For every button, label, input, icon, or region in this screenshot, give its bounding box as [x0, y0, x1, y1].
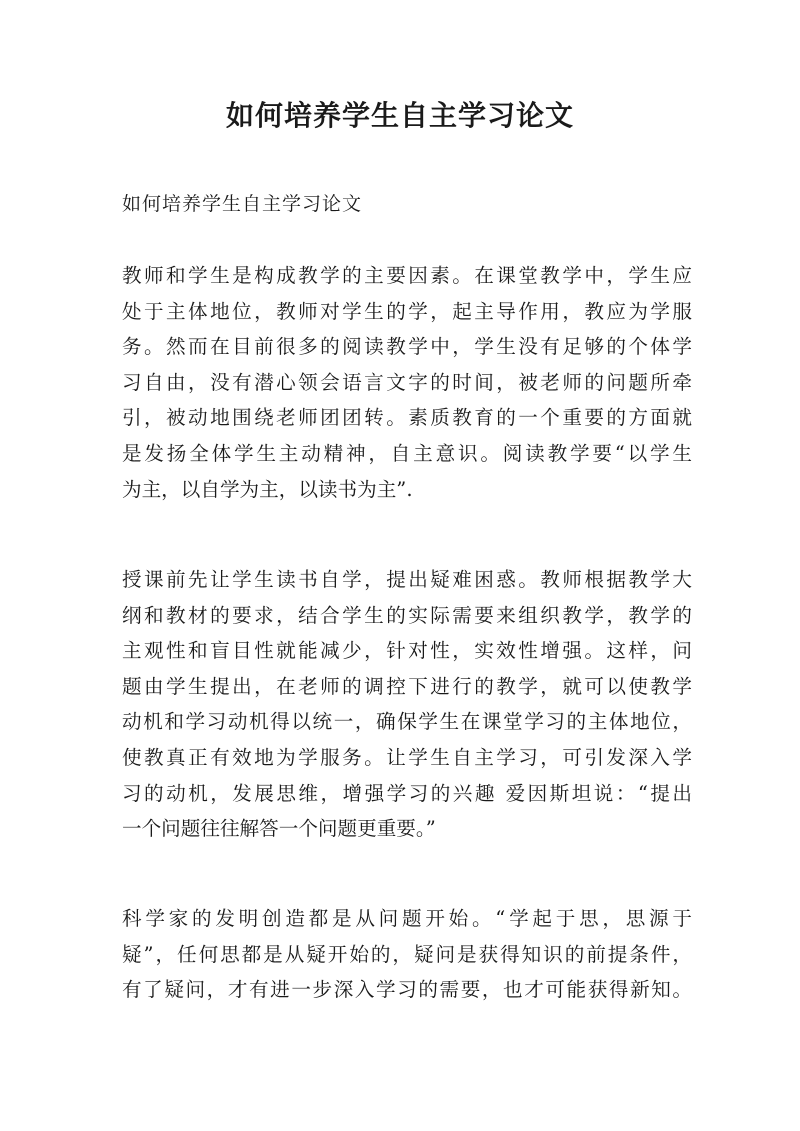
paragraph-line: 一个问题往往解答一个问题更重要。”	[122, 817, 436, 841]
paragraph-line: 科学家的发明创造都是从问题开始。“学起于思，思源于	[122, 907, 692, 930]
paragraph-line: 授课前先让学生读书自学，提出疑难困惑。教师根据教学大	[122, 568, 692, 591]
paragraph-line: 动机和学习动机得以统一，确保学生在课堂学习的主体地位，	[122, 710, 692, 734]
paragraph-line: 是发扬全体学生主动精神，自主意识。阅读教学要“以学生	[122, 441, 692, 465]
paragraph-line: 有了疑问，才有进一步深入学习的需要，也才可能获得新知。	[122, 978, 692, 1002]
paragraph-line: 处于主体地位，教师对学生的学，起主导作用，教应为学服	[122, 299, 692, 323]
paragraph-3	[122, 901, 692, 1008]
paragraph-1	[122, 258, 692, 507]
paragraph-line: 主观性和盲目性就能减少，针对性，实效性增强。这样，问	[122, 639, 692, 663]
paragraph-line: 使教真正有效地为学服务。让学生自主学习，可引发深入学	[122, 745, 692, 769]
paragraph-line: 习的动机，发展思维，增强学习的兴趣 爱因斯坦说：“提出	[122, 781, 692, 805]
paragraph-line: 教师和学生是构成教学的主要因素。在课堂教学中，学生应	[122, 264, 692, 287]
paragraph-line: 习自由，没有潜心领会语言文字的时间，被老师的问题所牵	[122, 370, 692, 394]
paragraph-line: 为主，以自学为主，以读书为主”.	[122, 477, 413, 501]
paragraph-line: 纲和教材的要求，结合学生的实际需要来组织教学，教学的	[122, 603, 692, 627]
paragraph-line: 题由学生提出，在老师的调控下进行的教学，就可以使教学	[122, 674, 692, 698]
paragraph-line: 务。然而在目前很多的阅读教学中，学生没有足够的个体学	[122, 335, 692, 359]
paragraph-line: 疑”，任何思都是从疑开始的，疑问是获得知识的前提条件，	[122, 942, 692, 966]
document-subtitle: 如何培养学生自主学习论文	[122, 193, 363, 215]
document-title: 如何培养学生自主学习论文	[225, 99, 574, 132]
paragraph-2	[122, 562, 692, 847]
paragraph-line: 引，被动地围绕老师团团转。素质教育的一个重要的方面就	[122, 406, 692, 430]
